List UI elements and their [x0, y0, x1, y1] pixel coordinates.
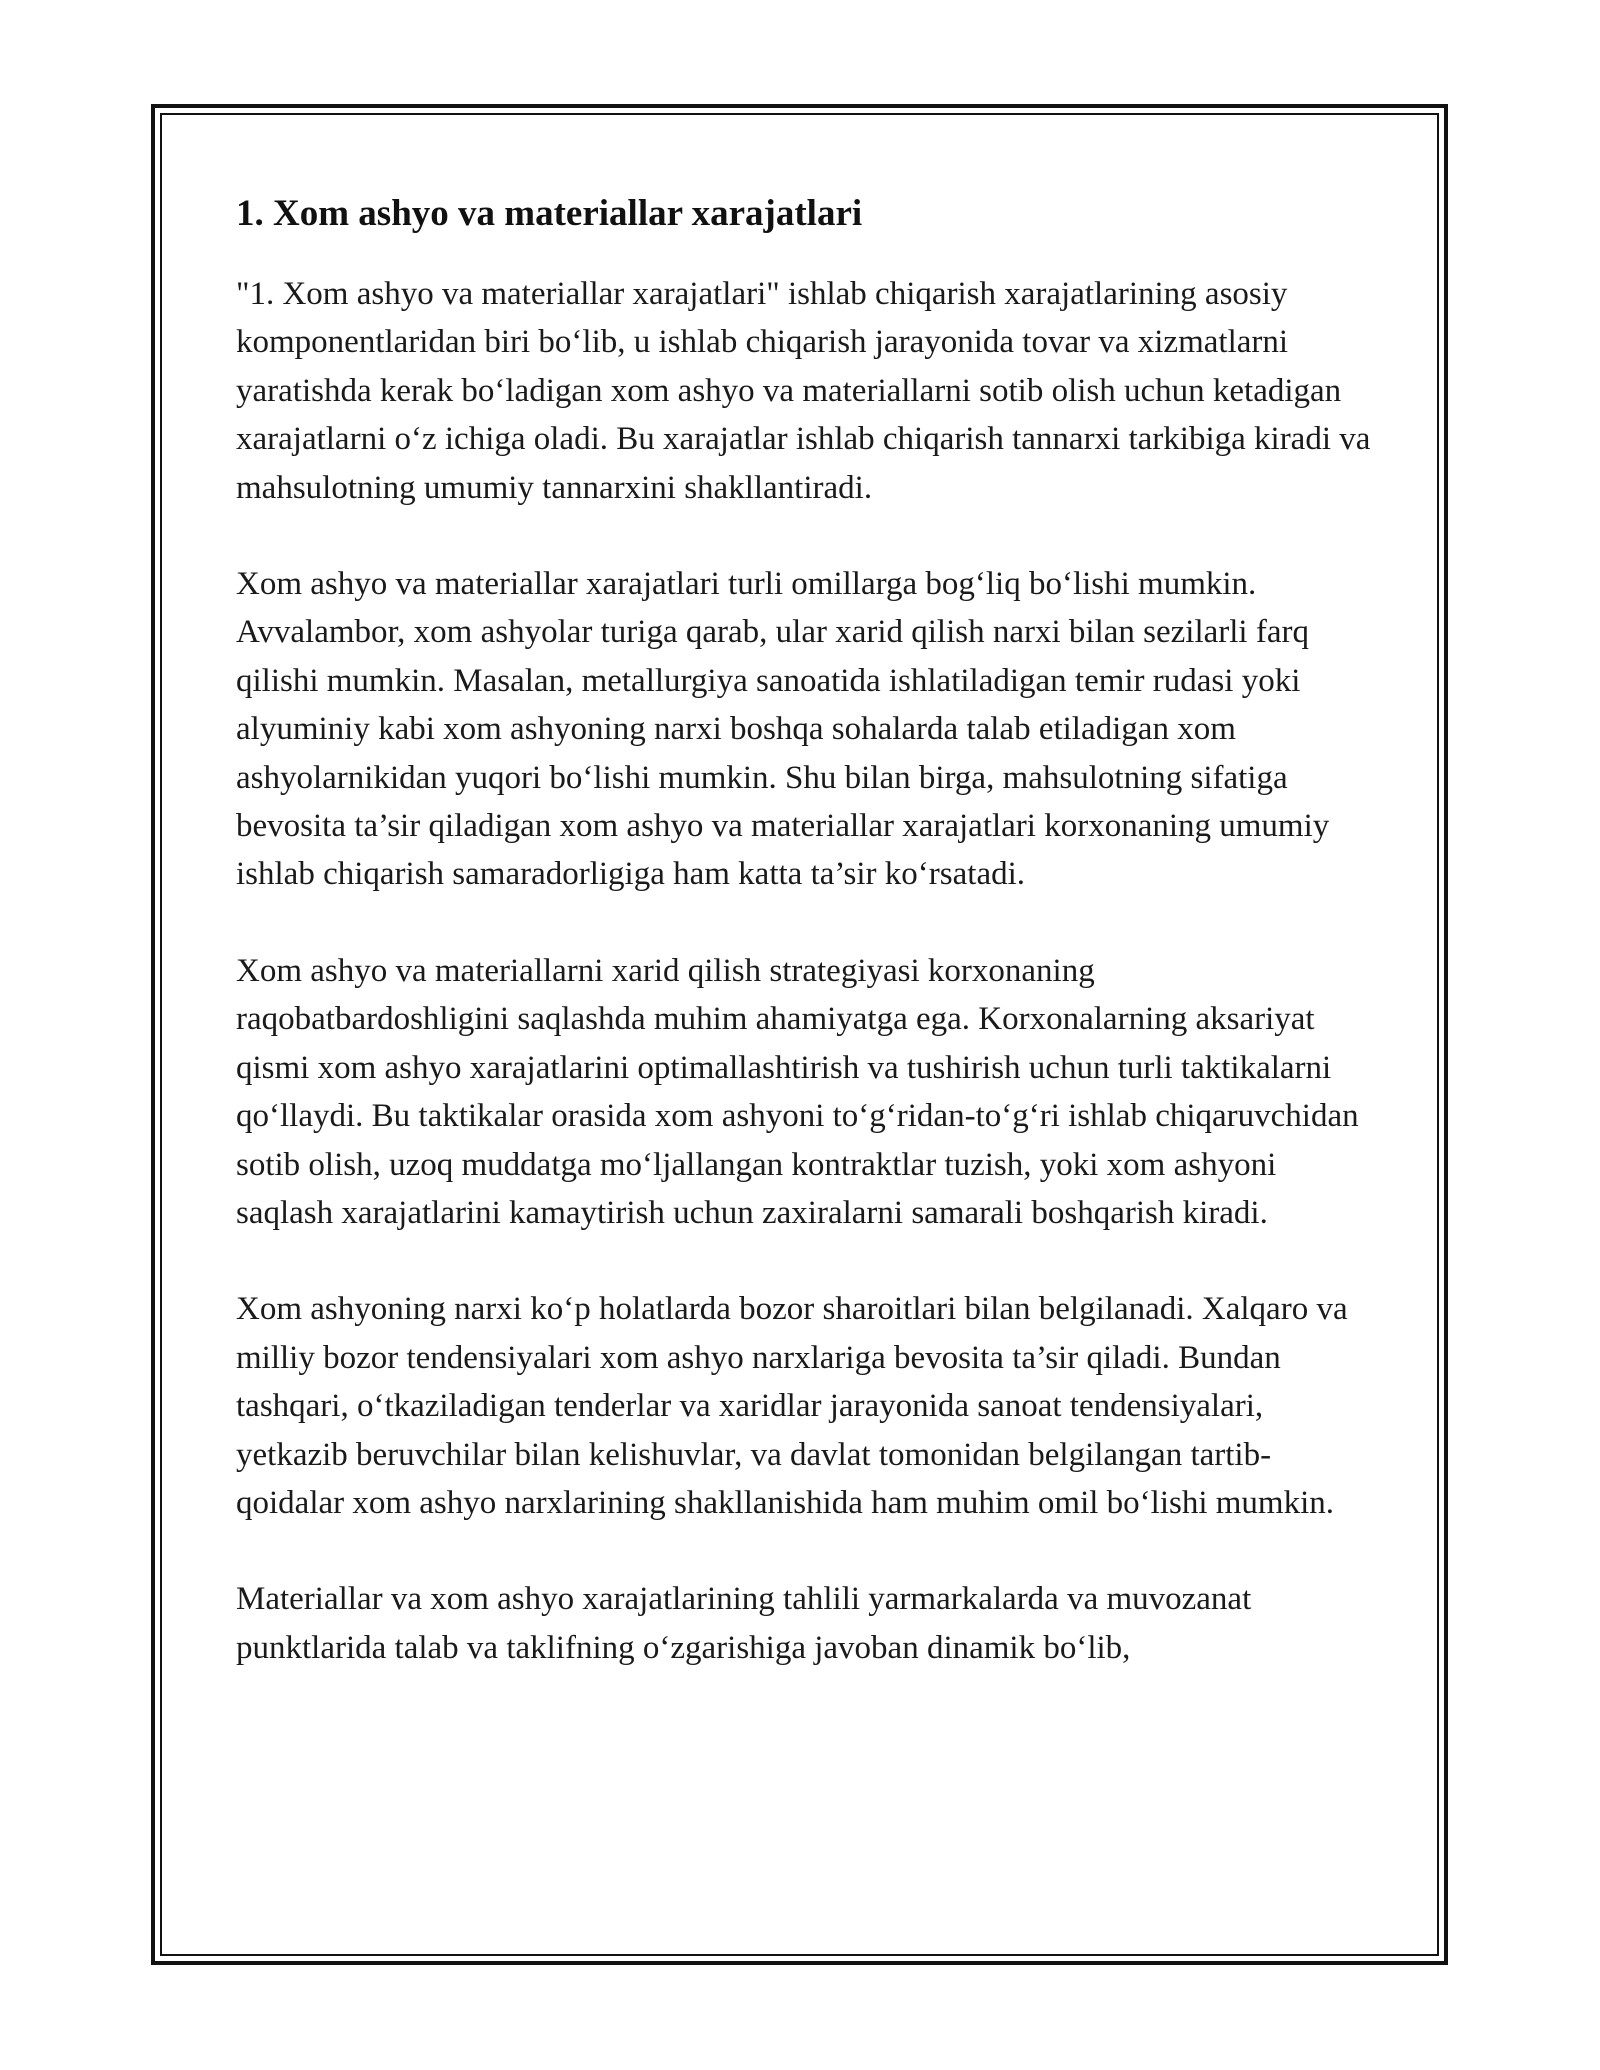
document-content	[236, 186, 1376, 1720]
paragraph-4: Xom ashyoning narxi ko‘p holatlarda bozor sharoitlari bilan belgilanadi. Xalqaro va milliy bozor tendensiyalari xom ashyo narxlariga bevosita ta’sir qiladi. Bundan tashqari, o‘tkaziladigan tenderlar va xaridlar jarayonida sanoat tendensiyalari, yetkazib beruvchilar bilan kelishuvlar, va davlat tomonidan belgilangan tartib-qoidalar xom ashyo narxlarining shakllanishida ham muhim omil bo‘lishi mumkin.	[236, 1291, 1348, 1521]
section-heading: 1. Xom ashyo va materiallar xarajatlari	[236, 193, 863, 234]
paragraph-2: Xom ashyo va materiallar xarajatlari turli omillarga bog‘liq bo‘lishi mumkin. Avvalambor, xom ashyolar turiga qarab, ular xarid qilish narxi bilan sezilarli farq qilishi mumkin. Masalan, metallurgiya sanoatida ishlatiladigan temir rudasi yoki alyuminiy kabi xom ashyoning narxi boshqa sohalarda talab etiladigan xom ashyolarnikidan yuqori bo‘lishi mumkin. Shu bilan birga, mahsulotning sifatiga bevosita ta’sir qiladigan xom ashyo va materiallar xarajatlari korxonaning umumiy ishlab chiqarish samaradorligiga ham katta ta’sir ko‘rsatadi.	[236, 566, 1330, 893]
paragraph-1: "1. Xom ashyo va materiallar xarajatlari" ishlab chiqarish xarajatlarining asosiy komponentlaridan biri bo‘lib, u ishlab chiqarish jarayonida tovar va xizmatlarni yaratishda kerak bo‘ladigan xom ashyo va materiallarni sotib olish uchun ketadigan xarajatlarni o‘z ichiga oladi. Bu xarajatlar ishlab chiqarish tannarxi tarkibiga kiradi va mahsulotning umumiy tannarxini shakllantiradi.	[236, 276, 1371, 506]
paragraph-5: Materiallar va xom ashyo xarajatlarining tahlili yarmarkalarda va muvozanat punktlarida talab va taklifning o‘zgarishiga javoban dinamik bo‘lib,	[236, 1581, 1252, 1666]
paragraph-3: Xom ashyo va materiallarni xarid qilish strategiyasi korxonaning raqobatbardoshligini saqlashda muhim ahamiyatga ega. Korxonalarning aksariyat qismi xom ashyo xarajatlarini optimallashtirish va tushirish uchun turli taktikalarni qo‘llaydi. Bu taktikalar orasida xom ashyoni to‘g‘ridan-to‘g‘ri ishlab chiqaruvchidan sotib olish, uzoq muddatga mo‘ljallangan kontraktlar tuzish, yoki xom ashyoni saqlash xarajatlarini kamaytirish uchun zaxiralarni samarali boshqarish kiradi.	[236, 952, 1359, 1231]
